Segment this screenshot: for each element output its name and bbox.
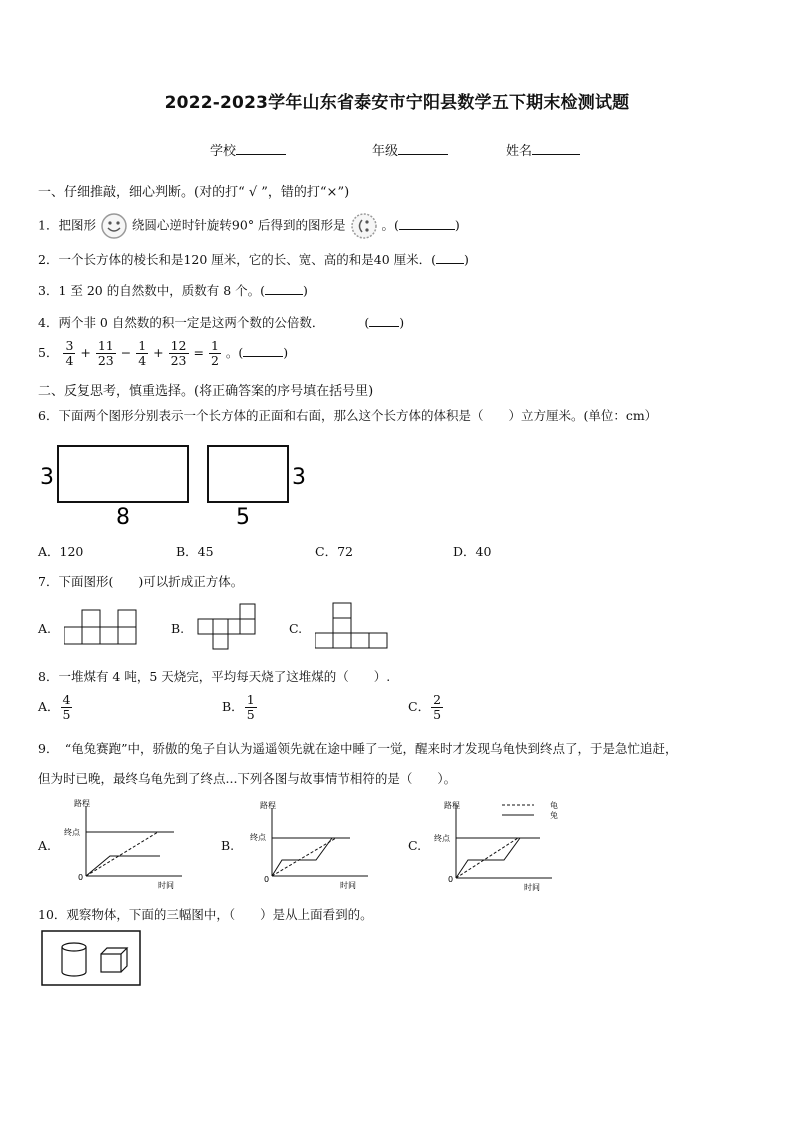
fraction: $\frac{3}{4}$ [65,338,74,368]
section1-heading: 一、仔细推敲，细心判断。(对的打“ √ ”，错的打“×”) [38,185,350,200]
question-9-line2: 但为时已晚，最终乌龟先到了终点...下列各图与故事情节相符的是（ ）。 [38,771,457,786]
svg-text:时间: 时间 [524,883,540,892]
question-1: 1．把图形 绕圆心逆时针旋转90° 后得到的图形是 。( ) [38,212,460,240]
side-width-label: 5 [236,505,250,530]
cube-net-a [64,609,140,645]
option-a[interactable]: A. [38,621,52,636]
svg-text:时间: 时间 [158,881,174,890]
svg-text:终点: 终点 [64,828,80,837]
grade-field[interactable] [372,140,448,159]
graph-c [432,796,568,894]
question-5: 5． $\frac{3}{4}$ + $\frac{11}{23}$ − $\frac{1}{4}$ + $\frac{12}{23}$ = $\frac{1}{2}$ 。( ) [38,338,289,368]
front-view-rect [58,446,188,502]
fraction: $\frac{11}{23}$ [97,338,114,368]
option-b[interactable]: B．45 [176,544,214,559]
svg-text:终点: 终点 [434,834,450,843]
answer-blank-2[interactable] [436,251,464,264]
svg-text:终点: 终点 [250,833,266,842]
page-title: 2022-2023学年山东省泰安市宁阳县数学五下期末检测试题 [164,93,630,113]
section2-heading: 二、反复思考，慎重选择。(将正确答案的序号填在括号里) [38,384,374,399]
school-field[interactable] [210,140,286,159]
svg-text:路程: 路程 [444,801,460,810]
question-8: 8．一堆煤有 4 吨，5 天烧完，平均每天烧了这堆煤的（ ）. [38,669,391,684]
question-3: 3．1 至 20 的自然数中，质数有 8 个。( ) [38,283,308,298]
school-label: 学校 [210,144,237,159]
svg-text:0: 0 [78,873,84,882]
fraction: $\frac{4}{5}$ [62,692,71,722]
option-b[interactable]: B. [171,621,185,636]
fraction: $\frac{1}{5}$ [246,692,255,722]
option-c[interactable]: C． $\frac{2}{5}$ [408,692,442,722]
cube-net-c [315,602,391,650]
answer-blank-5[interactable] [243,344,283,357]
option-b[interactable]: B. [221,838,235,853]
cylinder-object [62,943,86,976]
side-view-rect [208,446,288,502]
question-6: 6．下面两个图形分别表示一个长方体的正面和右面，那么这个长方体的体积是（ ）立方厘米。(单位：cm） [38,408,658,423]
option-c[interactable]: C．72 [315,544,353,559]
front-width-label: 8 [116,505,130,530]
svg-text:0: 0 [448,875,454,884]
fraction: $\frac{12}{23}$ [170,338,187,368]
answer-blank-1[interactable] [399,217,455,230]
legend-rabbit-label: 兔 [550,811,558,820]
question-10: 10．观察物体，下面的三幅图中，（ ）是从上面看到的。 [38,907,373,922]
option-c[interactable]: C. [289,621,303,636]
rotated-smiley-icon [350,212,378,240]
option-a[interactable]: A．120 [38,544,84,559]
answer-blank-4[interactable] [369,314,399,327]
fraction: $\frac{1}{2}$ [210,338,219,368]
svg-text:时间: 时间 [340,881,356,890]
cube-net-b [196,603,258,653]
option-a[interactable]: A. [38,838,52,853]
option-a[interactable]: A． $\frac{4}{5}$ [38,692,71,722]
legend-tortoise-label: 龟 [550,801,558,810]
answer-blank-3[interactable] [265,282,303,295]
side-height-label: 3 [292,465,306,490]
grade-label: 年级 [372,144,399,159]
svg-text:0: 0 [264,875,270,884]
cuboid-views-figure [36,438,316,530]
graph-a [62,798,192,892]
front-height-label: 3 [40,465,54,490]
cube-object [101,948,127,972]
graph-b [246,800,376,894]
option-d[interactable]: D．40 [453,544,492,559]
svg-text:路程: 路程 [260,801,276,810]
svg-text:路程: 路程 [74,799,90,808]
smiley-face-icon [100,212,128,240]
question-7: 7．下面图形( )可以折成正方体。 [38,574,244,589]
fraction: $\frac{1}{4}$ [138,338,147,368]
name-label: 姓名 [506,144,533,159]
question-2: 2．一个长方体的棱长和是120 厘米，它的长、宽、高的和是40 厘米．( ) [38,252,469,267]
option-b[interactable]: B． $\frac{1}{5}$ [222,692,255,722]
objects-figure [41,930,143,988]
question-9-line1: 9． “龟兔赛跑”中，骄傲的兔子自认为遥遥领先就在途中睡了一觉，醒来时才发现乌龟快到终点了，于是急忙追赶， [38,741,678,756]
option-c[interactable]: C. [408,838,422,853]
fraction: $\frac{2}{5}$ [433,692,442,722]
question-4: 4．两个非 0 自然数的积一定是这两个数的公倍数． ( ) [38,315,405,330]
name-field[interactable] [506,140,580,159]
